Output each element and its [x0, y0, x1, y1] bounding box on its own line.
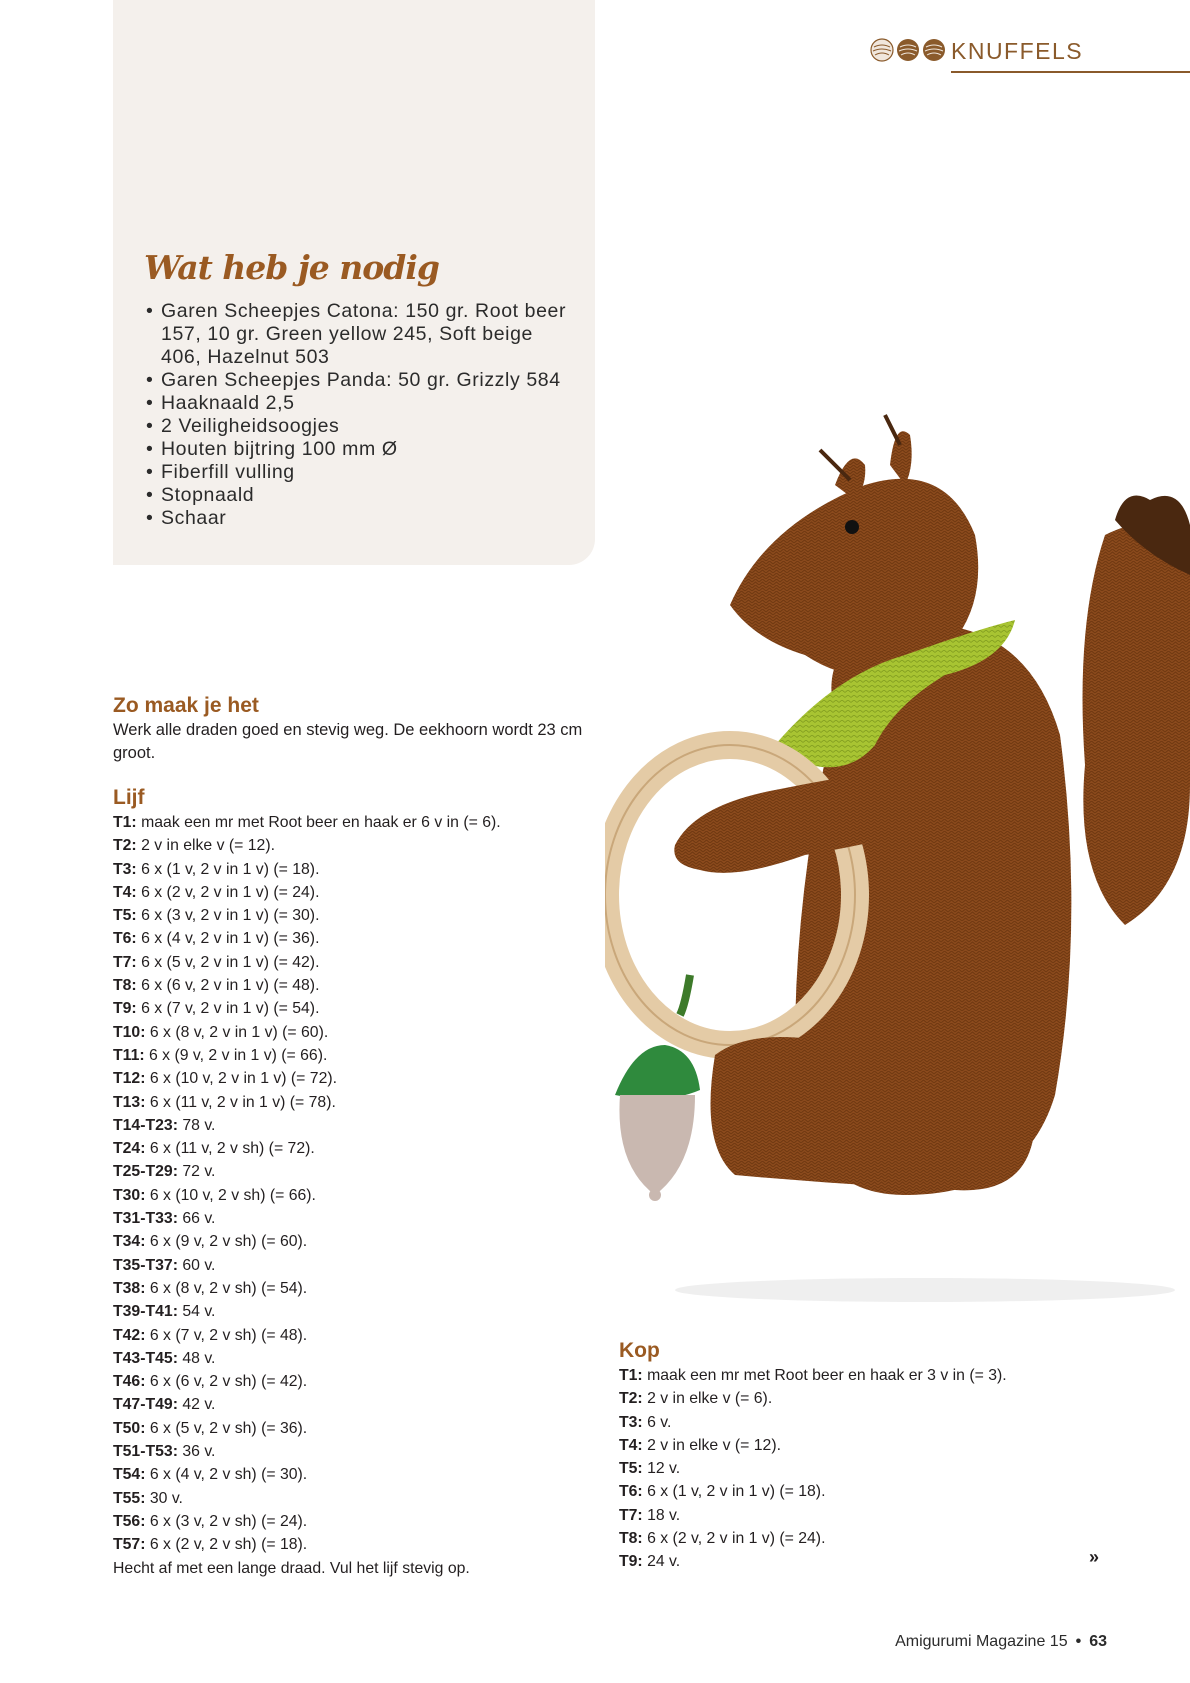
pattern-row — [113, 974, 501, 997]
row-label: T42: — [113, 1326, 146, 1344]
pattern-row — [619, 1504, 1007, 1527]
pattern-row — [619, 1457, 1007, 1480]
row-text: 6 x (1 v, 2 v in 1 v) (= 18). — [642, 1483, 826, 1501]
materials-item: • Garen Scheepjes Panda: 50 gr. Grizzly 584 — [146, 369, 576, 392]
materials-item: • Garen Scheepjes Catona: 150 gr. Root beer 157, 10 gr. Green yellow 245, Soft beige 406, Hazelnut 503 — [146, 300, 576, 369]
row-text: 6 x (8 v, 2 v sh) (= 54). — [145, 1279, 308, 1297]
body-heading: Lijf — [113, 786, 145, 809]
row-text: 6 x (8 v, 2 v in 1 v) (= 60). — [145, 1023, 329, 1041]
row-label: T12: — [113, 1070, 146, 1088]
row-text: 6 x (10 v, 2 v sh) (= 66). — [145, 1186, 316, 1204]
materials-heading: Wat heb je nodig — [144, 248, 439, 287]
row-label: T6: — [113, 930, 137, 948]
pattern-row — [113, 1347, 501, 1370]
pattern-row — [113, 951, 501, 974]
row-text: 6 x (6 v, 2 v sh) (= 42). — [145, 1373, 308, 1391]
row-label: T4: — [113, 883, 137, 901]
row-text: 6 x (11 v, 2 v in 1 v) (= 78). — [145, 1093, 336, 1111]
pattern-row — [113, 1324, 501, 1347]
row-label: T25-T29: — [113, 1163, 178, 1181]
row-text: 6 x (6 v, 2 v in 1 v) (= 48). — [136, 977, 320, 995]
instructions-heading: Zo maak je het — [113, 694, 259, 717]
pattern-row — [113, 1370, 501, 1393]
pattern-row — [113, 1021, 501, 1044]
pattern-row — [113, 811, 501, 834]
head-rows — [619, 1364, 1007, 1574]
continue-icon: » — [1089, 1547, 1100, 1567]
pattern-row — [113, 1533, 501, 1556]
row-text: 6 x (5 v, 2 v sh) (= 36). — [145, 1419, 308, 1437]
row-label: T51-T53: — [113, 1443, 178, 1461]
row-label: T39-T41: — [113, 1303, 178, 1321]
body-rows — [113, 811, 501, 1580]
row-label: T13: — [113, 1093, 146, 1111]
squirrel-photo — [605, 405, 1190, 1305]
row-label: T5: — [113, 907, 137, 925]
pattern-row — [619, 1411, 1007, 1434]
materials-item: • 2 Veiligheidsoogjes — [146, 415, 576, 438]
row-label: T7: — [619, 1506, 643, 1524]
row-label: T38: — [113, 1279, 146, 1297]
row-text: 6 x (5 v, 2 v in 1 v) (= 42). — [136, 953, 320, 971]
row-text: 6 x (1 v, 2 v in 1 v) (= 18). — [136, 860, 320, 878]
row-label: T31-T33: — [113, 1210, 178, 1228]
pattern-row — [113, 1510, 501, 1533]
pattern-row — [113, 1487, 501, 1510]
row-text: 6 x (7 v, 2 v in 1 v) (= 54). — [136, 1000, 320, 1018]
pattern-row — [619, 1434, 1007, 1457]
pattern-row — [113, 997, 501, 1020]
row-label: T46: — [113, 1373, 146, 1391]
row-text: 6 x (2 v, 2 v sh) (= 18). — [145, 1536, 308, 1554]
row-label: T54: — [113, 1466, 146, 1484]
row-text: 30 v. — [145, 1489, 183, 1507]
page-number: 63 — [1089, 1633, 1107, 1650]
row-text: 6 x (3 v, 2 v sh) (= 24). — [145, 1512, 308, 1530]
row-text: 18 v. — [642, 1506, 681, 1524]
materials-item: • Fiberfill vulling — [146, 461, 576, 484]
row-text: 36 v. — [177, 1443, 216, 1461]
row-label: T9: — [619, 1553, 643, 1571]
section-title: KNUFFELS — [951, 38, 1084, 64]
magazine-name: Amigurumi Magazine 15 — [895, 1633, 1068, 1650]
materials-item: • Houten bijtring 100 mm Ø — [146, 438, 576, 461]
pattern-row — [113, 1557, 501, 1580]
row-label: T3: — [113, 860, 137, 878]
pattern-row — [619, 1527, 1007, 1550]
row-text: 6 x (9 v, 2 v sh) (= 60). — [145, 1233, 308, 1251]
pattern-row — [113, 1067, 501, 1090]
pattern-row — [113, 1160, 501, 1183]
pattern-row — [113, 1137, 501, 1160]
row-text: 66 v. — [177, 1210, 216, 1228]
row-text: 2 v in elke v (= 6). — [642, 1390, 773, 1408]
row-text: 2 v in elke v (= 12). — [136, 837, 275, 855]
pattern-row — [113, 927, 501, 950]
pattern-row — [113, 1417, 501, 1440]
row-label: T30: — [113, 1186, 146, 1204]
pattern-row — [113, 904, 501, 927]
row-label: T8: — [113, 977, 137, 995]
pattern-row — [619, 1550, 1007, 1573]
row-label: T3: — [619, 1413, 643, 1431]
row-label: T24: — [113, 1140, 146, 1158]
row-text: 6 x (4 v, 2 v sh) (= 30). — [145, 1466, 308, 1484]
row-text: 2 v in elke v (= 12). — [642, 1436, 781, 1454]
row-label: T55: — [113, 1489, 146, 1507]
row-text: 6 x (2 v, 2 v in 1 v) (= 24). — [136, 883, 320, 901]
materials-list — [146, 300, 576, 530]
pattern-row — [113, 1230, 501, 1253]
row-text: 72 v. — [177, 1163, 216, 1181]
pattern-row — [113, 1393, 501, 1416]
pattern-row — [619, 1387, 1007, 1410]
pattern-row — [113, 1254, 501, 1277]
row-label: T43-T45: — [113, 1349, 178, 1367]
row-text: 6 x (11 v, 2 v sh) (= 72). — [145, 1140, 315, 1158]
pattern-row — [113, 1463, 501, 1486]
row-label: T35-T37: — [113, 1256, 178, 1274]
row-label: T47-T49: — [113, 1396, 178, 1414]
row-label: T8: — [619, 1530, 643, 1548]
pattern-row — [619, 1364, 1007, 1387]
row-label: T56: — [113, 1512, 146, 1530]
row-text: 42 v. — [177, 1396, 216, 1414]
materials-item: • Stopnaald — [146, 484, 576, 507]
row-text: 12 v. — [642, 1460, 681, 1478]
row-text: 6 x (4 v, 2 v in 1 v) (= 36). — [136, 930, 320, 948]
page-footer — [895, 1633, 1107, 1651]
row-text: Hecht af met een lange draad. Vul het lijf stevig op. — [113, 1559, 470, 1577]
pattern-row — [113, 1114, 501, 1137]
row-text: 6 x (9 v, 2 v in 1 v) (= 66). — [144, 1046, 328, 1064]
row-text: 54 v. — [177, 1303, 216, 1321]
yarn-balls-icon — [870, 38, 946, 62]
row-label: T9: — [113, 1000, 137, 1018]
footer-separator: • — [1075, 1633, 1082, 1650]
row-text: 6 x (10 v, 2 v in 1 v) (= 72). — [145, 1070, 338, 1088]
row-label: T10: — [113, 1023, 146, 1041]
row-label: T2: — [113, 837, 137, 855]
row-label: T1: — [113, 814, 137, 831]
materials-item: • Schaar — [146, 507, 576, 530]
row-text: 78 v. — [177, 1116, 216, 1134]
pattern-row — [113, 1044, 501, 1067]
materials-item: • Haaknaald 2,5 — [146, 392, 576, 415]
pattern-row — [113, 1277, 501, 1300]
pattern-row — [113, 881, 501, 904]
row-label: T14-T23: — [113, 1116, 178, 1134]
pattern-row — [113, 858, 501, 881]
row-text: 24 v. — [642, 1553, 681, 1571]
row-text: 6 x (7 v, 2 v sh) (= 48). — [145, 1326, 308, 1344]
pattern-row — [113, 1184, 501, 1207]
row-label: T2: — [619, 1390, 643, 1408]
head-heading: Kop — [619, 1339, 660, 1362]
row-label: T5: — [619, 1460, 643, 1478]
row-label: T4: — [619, 1436, 643, 1454]
row-text: 6 x (2 v, 2 v in 1 v) (= 24). — [642, 1530, 826, 1548]
section-header — [870, 36, 1190, 76]
pattern-row — [113, 1207, 501, 1230]
header-rule — [951, 71, 1190, 73]
row-text: maak een mr met Root beer en haak er 6 v in (= 6). — [136, 814, 501, 831]
pattern-row — [113, 1300, 501, 1323]
pattern-row — [113, 1091, 501, 1114]
instructions-intro: Werk alle draden goed en stevig weg. De eekhoorn wordt 23 cm groot. — [113, 721, 583, 762]
row-label: T11: — [113, 1046, 145, 1064]
pattern-row — [113, 1440, 501, 1463]
row-text: maak een mr met Root beer en haak er 3 v in (= 3). — [642, 1367, 1007, 1384]
row-text: 60 v. — [177, 1256, 216, 1274]
pattern-row — [619, 1480, 1007, 1503]
row-label: T1: — [619, 1367, 643, 1384]
row-label: T6: — [619, 1483, 643, 1501]
row-label: T57: — [113, 1536, 146, 1554]
row-label: T7: — [113, 953, 137, 971]
row-label: T50: — [113, 1419, 146, 1437]
row-text: 48 v. — [177, 1349, 216, 1367]
row-text: 6 x (3 v, 2 v in 1 v) (= 30). — [136, 907, 320, 925]
row-label: T34: — [113, 1233, 146, 1251]
row-text: 6 v. — [642, 1413, 672, 1431]
pattern-row — [113, 834, 501, 857]
